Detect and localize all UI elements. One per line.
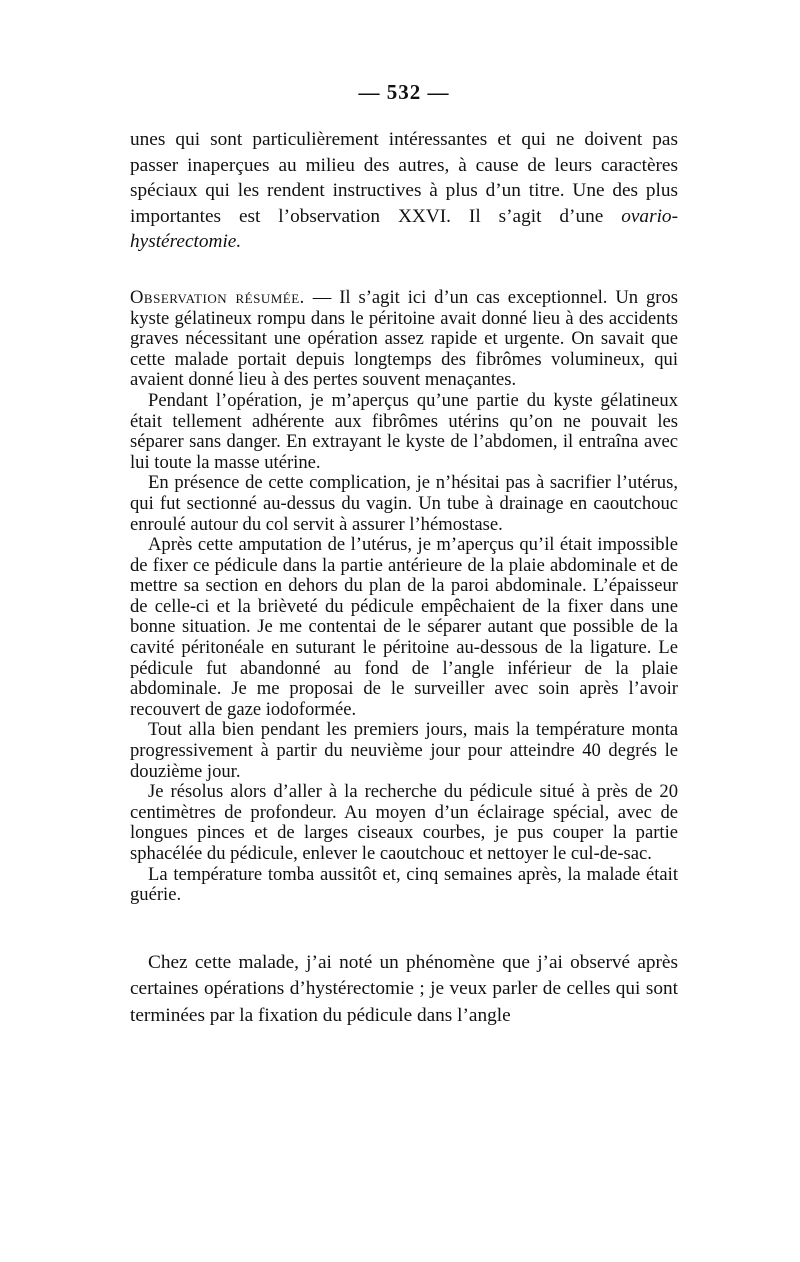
closing-paragraph: Chez cette malade, j’ai noté un phénomène que j’ai observé après certaines opérations d’hystérectomie ; je veux parler de celles qui sont terminées par la fixation du pédicule dans l’angle (130, 951, 678, 1026)
observation-paragraph-7: La température tomba aussitôt et, cinq semaines après, la malade était guérie. (130, 863, 678, 906)
page-number: — 532 — (358, 80, 450, 104)
book-page (130, 80, 678, 1029)
intro-paragraph (130, 127, 678, 255)
intro-text: unes qui sont particulièrement intéressantes et qui ne doivent pas passer inaperçues au milieu des autres, à cause de leurs caractères spéciaux qui les rendent instructives à plus d’un titre. Une des plus importantes est l’observation XXVI. Il s’agit d’une (130, 129, 678, 227)
observation-paragraph-1 (130, 288, 678, 391)
observation-paragraph-6: Je résolus alors d’aller à la recherche du pédicule situé à près de 20 centimètres de profondeur. Au moyen d’un éclairage spécial, avec de longues pinces et de larges ciseaux courbes, je pus couper la partie sphacélée du pédicule, enlever le caoutchouc et nettoyer le cul-de-sac. (130, 781, 678, 864)
observation-paragraph-5: Tout alla bien pendant les premiers jours, mais la température monta progressivement à partir du neuvième jour pour atteindre 40 degrés le douzième jour. (130, 719, 678, 782)
observation-heading: Observation résumée. (130, 286, 305, 308)
observation-text-1: — Il s’agit ici d’un cas exceptionnel. Un gros kyste gélatineux rompu dans le péritoine avait donné lieu à des accidents graves nécessitant une opération assez rapide et urgente. On savait que cette malade portait depuis longtemps des fibrômes volumineux, qui avaient donné lieu à des pertes souvent menaçantes. (130, 286, 678, 391)
observation-paragraph-3: En présence de cette complication, je n’hésitai pas à sacrifier l’utérus, qui fut sectionné au-dessus du vagin. Un tube à drainage en caoutchouc enroulé autour du col servit à assurer l’hémostase. (130, 472, 678, 535)
observation-paragraph-4: Après cette amputation de l’utérus, je m’aperçus qu’il était impossible de fixer ce pédicule dans la partie antérieure de la plaie abdominale et de mettre sa section en dehors du plan de la paroi abdominale. L’épaisseur de celle-ci et la brièveté du pédicule empêchaient de la fixer dans une bonne situation. Je me contentai de le séparer autant que possible de la cavité péritonéale en suturant le péritoine au-dessous de la ligature. Le pédicule fut abandonné au fond de l’angle inférieur de la plaie abdominale. Je me proposai de le surveiller avec soin après l’avoir recouvert de gaze iodoformée. (130, 534, 678, 720)
intro-emphasis: ovario-hystérectomie. (130, 205, 678, 253)
observation-paragraph-2: Pendant l’opération, je m’aperçus qu’une partie du kyste gélatineux était tellement adhérente aux fibrômes utérins qu’on ne pouvait les séparer sans danger. En extrayant le kyste de l’abdomen, il entraîna avec lui toute la masse utérine. (130, 389, 678, 473)
